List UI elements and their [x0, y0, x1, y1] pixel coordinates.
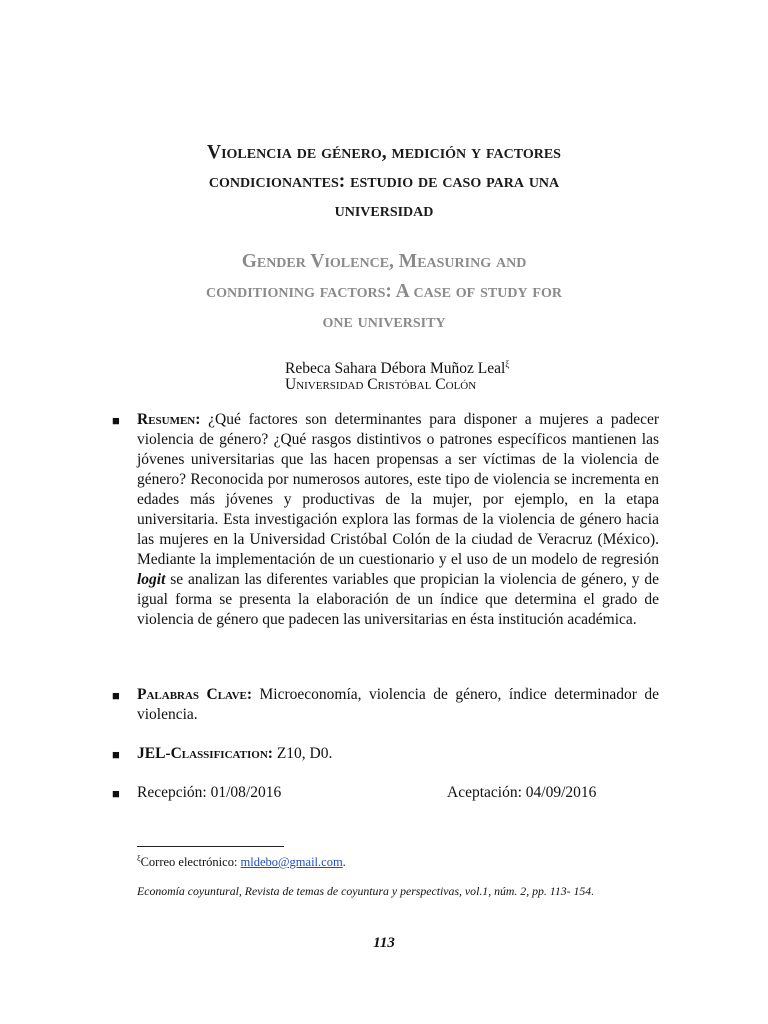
page-number: 113 [373, 935, 395, 951]
logit-term: logit [137, 571, 166, 588]
keywords-paragraph [137, 685, 659, 725]
bullet-icon: ■ [112, 688, 120, 703]
jel-text: Z10, D0. [272, 745, 333, 762]
footnote-suffix: . [342, 855, 346, 869]
jel-label: JEL-Classification: [137, 745, 273, 762]
spanish-title [110, 138, 658, 225]
jel-paragraph [137, 744, 659, 764]
keywords-text: Microeconomía, violencia de género, índice determinador de violencia. [137, 686, 659, 723]
acceptance-date: Aceptación: 04/09/2016 [447, 784, 597, 801]
bullet-icon: ■ [112, 413, 120, 428]
author-affiliation: Universidad Cristóbal Colón [285, 376, 477, 393]
abstract-paragraph [137, 410, 659, 630]
abstract-label: Resumen: [137, 411, 201, 428]
keywords-label: Palabras Clave: [137, 686, 253, 703]
spanish-title-line: Violencia de género, medición y factores [207, 142, 561, 163]
abstract-text: ¿Qué factores son determinantes para disponer a mujeres a padecer violencia de género? ¿Qué rasgos distintivos o patrones específicos mantienen las jóvenes universitarias que las hacen propensas a ser víctimas de la violencia de género? Reconocida por numerosos autores, este tipo de violencia se incrementa en edades más jóvenes y productivas de la mujer, por ejemplo, en la etapa universitaria. Esta investigación explora las formas de la violencia de género hacia las mujeres en la Universidad Cristóbal Colón de la ciudad de Veracruz (México). Mediante la implementación de un cuestionario y el uso de un modelo de regresión [137, 411, 659, 568]
email-link[interactable]: mldebo@gmail.com [240, 855, 343, 869]
english-title-line: one university [322, 311, 446, 332]
author-footnote-mark: ξ [505, 359, 510, 369]
spanish-title-line: universidad [334, 200, 434, 221]
abstract-text-end: se analizan las diferentes variables que propician la violencia de género, y de igual forma se presenta la elaboración de un índice que determina el grado de violencia de género que padecen las universitarias en ésta institución académica. [137, 571, 659, 628]
bullet-icon: ■ [112, 786, 120, 801]
footnote [137, 851, 346, 870]
english-title-line: Gender Violence, Measuring and [241, 251, 527, 272]
author-name-text: Rebeca Sahara Débora Muñoz Leal [285, 360, 506, 377]
spanish-title-line: condicionantes: estudio de caso para una [208, 171, 560, 192]
footnote-label: Correo electrónico: [140, 855, 241, 869]
bullet-icon: ■ [112, 747, 120, 762]
reception-date: Recepción: 01/08/2016 [137, 784, 282, 801]
english-title-line: conditioning factors: A case of study for [206, 281, 562, 302]
footnote-mark: ξ [137, 854, 141, 863]
english-title [110, 247, 658, 337]
journal-citation: Economía coyuntural, Revista de temas de coyuntura y perspectivas, vol.1, núm. 2, pp. 113- 154. [137, 884, 595, 898]
footnote-divider [137, 846, 284, 847]
